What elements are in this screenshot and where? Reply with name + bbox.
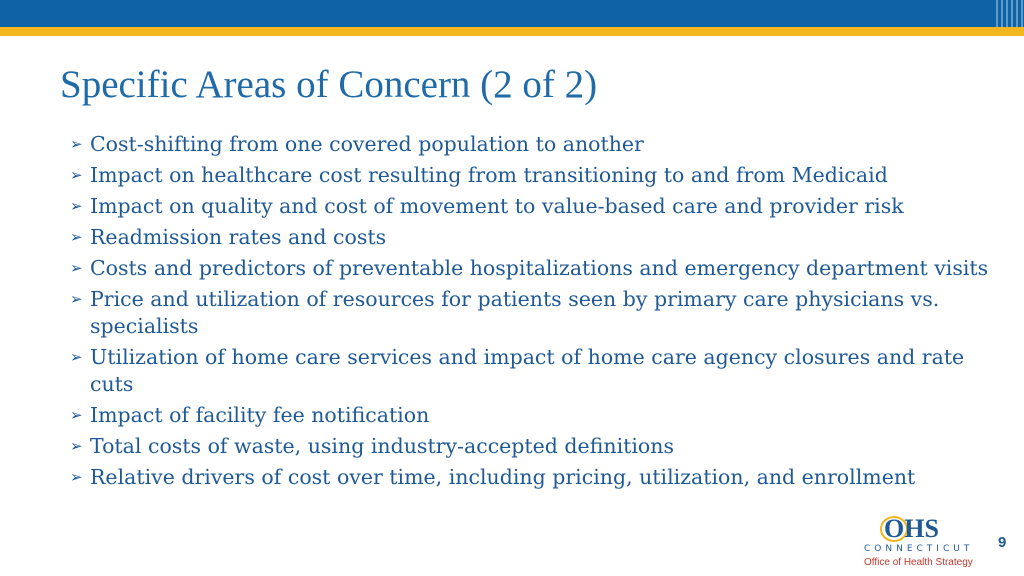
bullet-text: Impact on healthcare cost resulting from transitioning to and from Medicaid: [90, 163, 888, 187]
list-item: [70, 193, 990, 220]
page-title: Specific Areas of Concern (2 of 2): [60, 63, 598, 106]
arrowhead-bullet-icon: ➢: [70, 348, 83, 366]
list-item: [70, 162, 990, 189]
bullet-text: Relative drivers of cost over time, including pricing, utilization, and enrollment: [90, 465, 916, 489]
list-item: [70, 224, 990, 251]
list-item: [70, 286, 990, 340]
logo-office: Office of Health Strategy: [864, 557, 973, 568]
list-item: [70, 344, 990, 398]
ohs-logo: [862, 516, 982, 572]
arrowhead-bullet-icon: ➢: [70, 228, 83, 246]
arrowhead-bullet-icon: ➢: [70, 259, 83, 277]
arrowhead-bullet-icon: ➢: [70, 166, 83, 184]
page-number: 9: [998, 534, 1007, 551]
bullet-text: Price and utilization of resources for patients seen by primary care physicians vs. specialists: [90, 287, 940, 338]
bullet-text: Total costs of waste, using industry-accepted definitions: [90, 434, 674, 458]
logo-state: CONNECTICUT: [864, 544, 974, 554]
bullet-list: [70, 131, 990, 495]
arrowhead-bullet-icon: ➢: [70, 468, 83, 486]
list-item: [70, 402, 990, 429]
list-item: [70, 464, 990, 491]
arrowhead-bullet-icon: ➢: [70, 406, 83, 424]
list-item: [70, 433, 990, 460]
list-item: [70, 255, 990, 282]
bullet-text: Impact of facility fee notification: [90, 403, 430, 427]
bullet-text: Impact on quality and cost of movement to value-based care and provider risk: [90, 194, 904, 218]
arrowhead-bullet-icon: ➢: [70, 135, 83, 153]
bullet-text: Utilization of home care services and impact of home care agency closures and rate cuts: [90, 345, 965, 396]
arrowhead-bullet-icon: ➢: [70, 290, 83, 308]
accent-bar: [0, 27, 1024, 36]
logo-mark: OHS: [884, 514, 939, 543]
arrowhead-bullet-icon: ➢: [70, 197, 83, 215]
list-item: [70, 131, 990, 158]
bullet-text: Cost-shifting from one covered population to another: [90, 132, 644, 156]
bullet-text: Readmission rates and costs: [90, 225, 387, 249]
arrowhead-bullet-icon: ➢: [70, 437, 83, 455]
bullet-text: Costs and predictors of preventable hospitalizations and emergency department visits: [90, 256, 989, 280]
header-bar: [0, 0, 1024, 27]
